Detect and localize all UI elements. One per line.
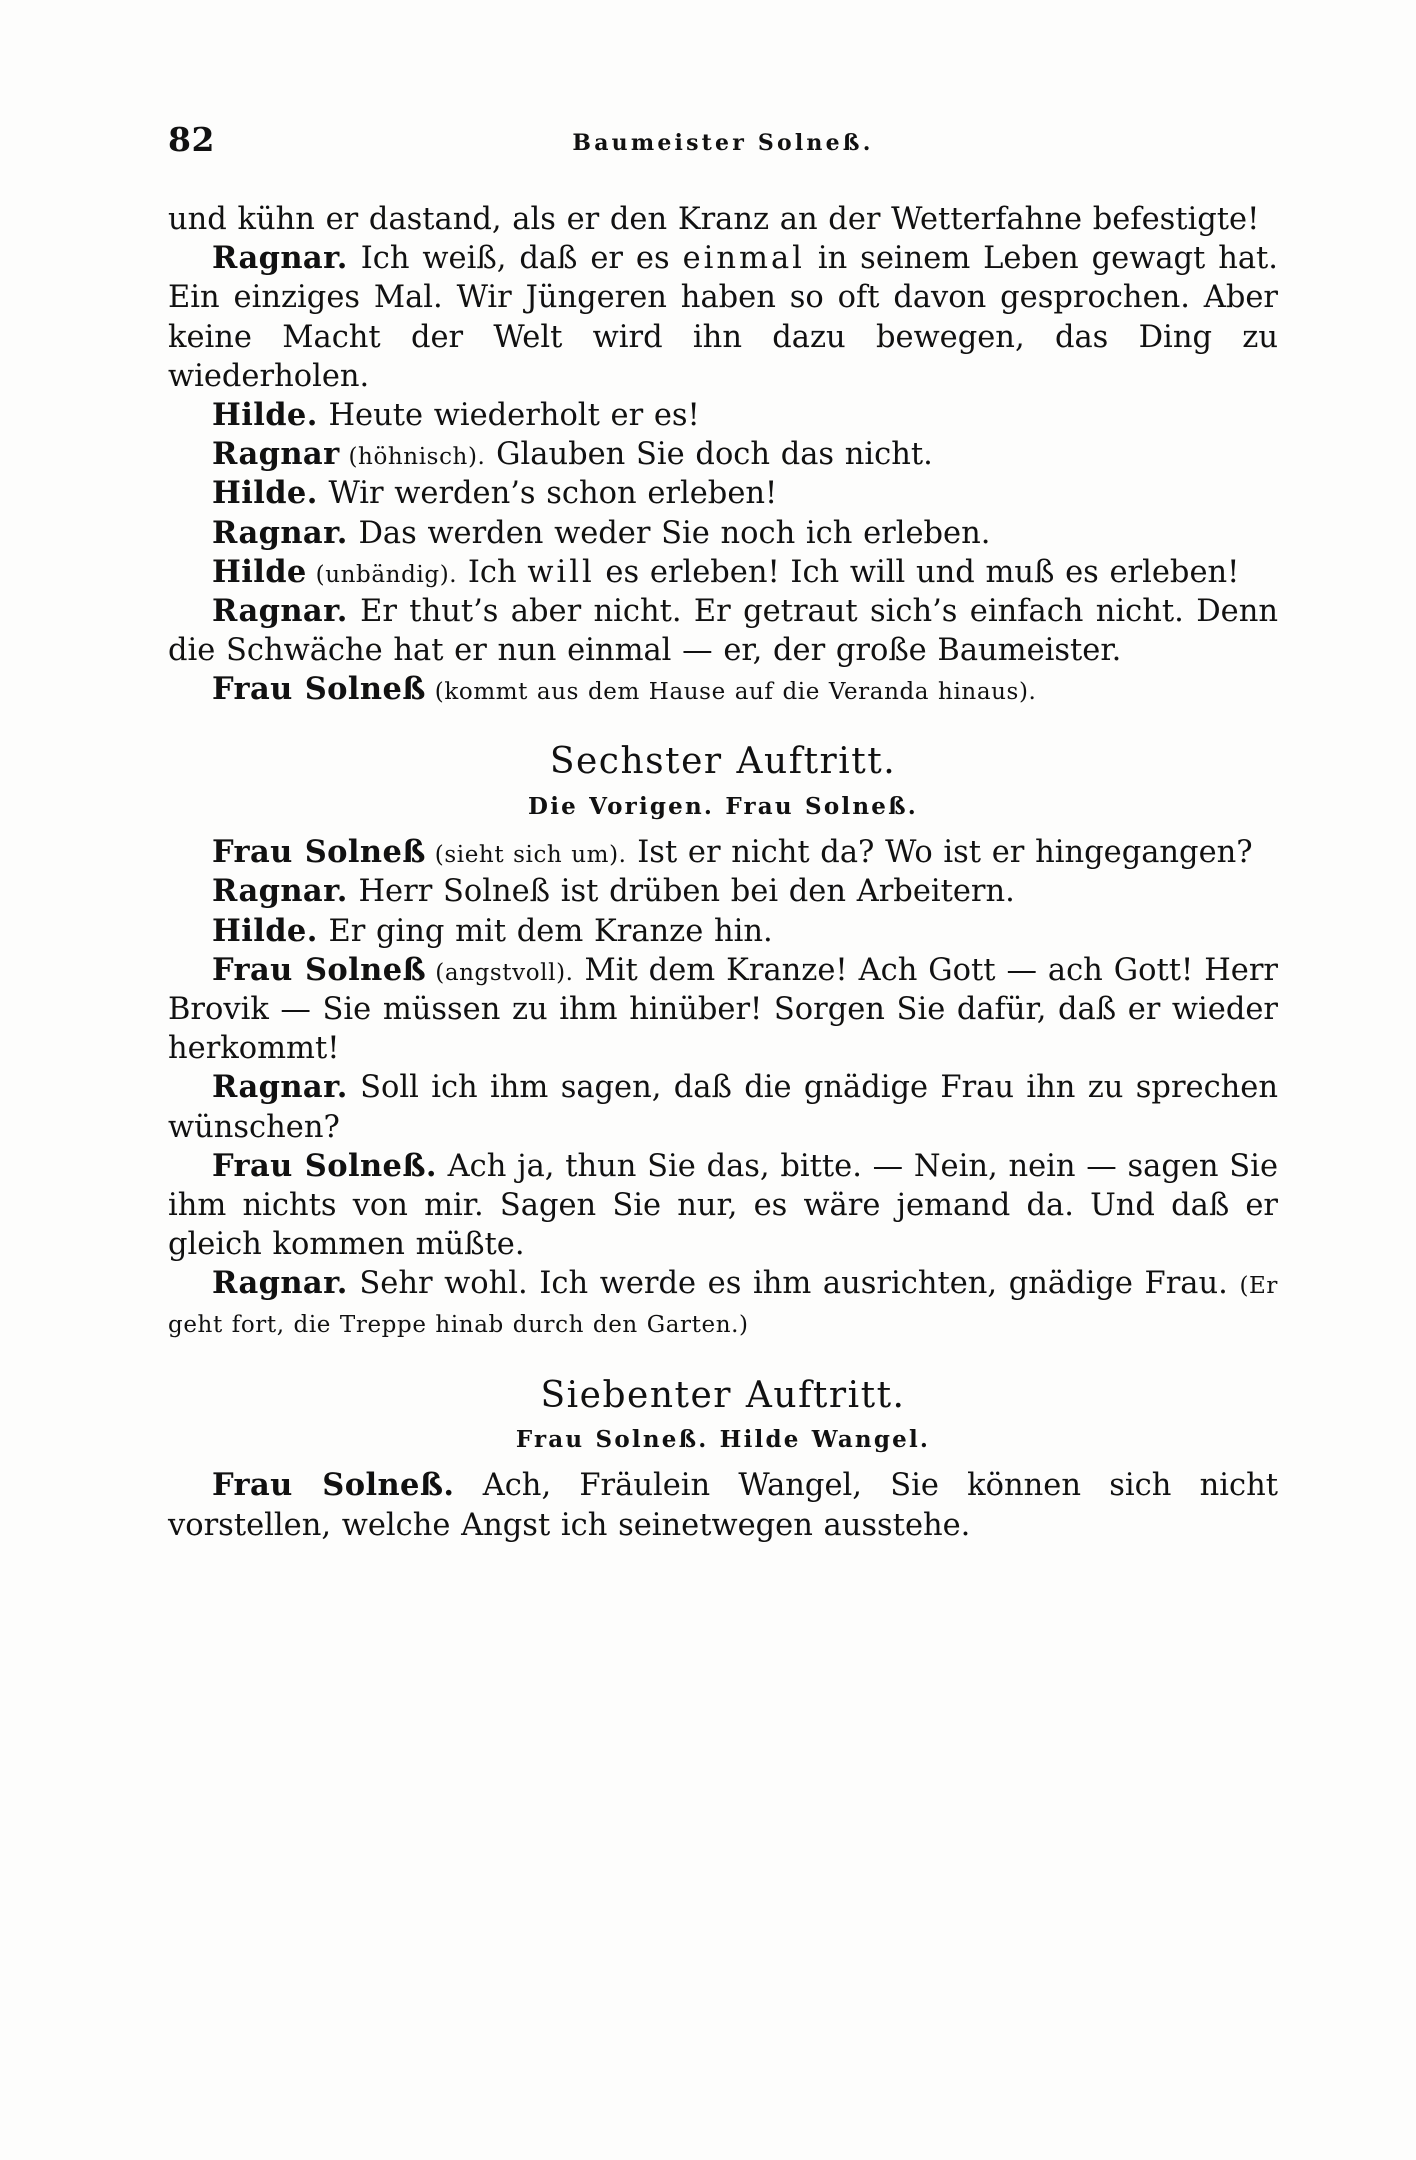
dialogue-paragraph [168, 514, 1278, 553]
dialogue-text: Herr Solneß ist drüben bei den Arbeitern. [347, 874, 1015, 910]
dialogue-paragraph [168, 396, 1278, 435]
scene-title: Siebenter Auftritt. [540, 1374, 906, 1416]
dialogue-text: Wir werden’s schon erleben! [317, 476, 778, 512]
dialogue-paragraph [168, 553, 1278, 592]
dialogue-paragraph [168, 239, 1278, 396]
dialogue-text: Ist er nicht da? Wo ist er hingegangen? [626, 835, 1253, 871]
speaker-name: Ragnar. [212, 514, 348, 551]
dialogue-text: Glauben Sie doch das nicht. [485, 437, 933, 473]
dialogue-text: Er thut’s aber nicht. Er getraut sich’s einfach nicht. Denn die Schwäche hat er nun einmal — er, der große Baumeister. [168, 593, 1278, 669]
dialogue-paragraph [168, 435, 1278, 474]
speaker-name: Ragnar. [212, 592, 348, 629]
scene-persons: Die Vorigen. Frau Solneß. [528, 792, 918, 820]
stage-direction: (sieht sich um). [425, 842, 627, 869]
stage-direction: (kommt aus dem Hause auf die Veranda hinaus). [425, 679, 1037, 706]
dialogue-text: in seinem Leben gewagt hat. Ein einziges Mal. Wir Jüngeren haben so oft davon gesprochen. Aber keine Macht der Welt wird ihn dazu bewegen, das Ding zu wiederholen. [168, 241, 1279, 394]
speaker-name: Ragnar. [212, 240, 348, 277]
dialogue-paragraph [168, 912, 1278, 951]
dialogue-paragraph [168, 1068, 1278, 1146]
dialogue-paragraph [168, 592, 1278, 670]
stage-direction: (unbändig). [306, 561, 458, 588]
dialogue-text: Er ging mit dem Kranze hin. [317, 913, 773, 949]
body-text [168, 200, 1278, 1545]
dialogue-paragraph [168, 200, 1278, 239]
dialogue-text: Ich [457, 554, 528, 590]
dialogue-text: Heute wiederholt er es! [317, 397, 700, 433]
speaker-name: Frau Solneß. [212, 1467, 455, 1504]
scene-heading [168, 1373, 1278, 1419]
dialogue-text: und kühn er dastand, als er den Kranz an der Wetterfahne befestigte! [168, 202, 1260, 237]
dialogue-paragraph [168, 872, 1278, 911]
speaker-name: Hilde. [212, 475, 318, 512]
dialogue-paragraph [168, 833, 1278, 872]
speaker-name: Hilde [212, 553, 307, 590]
dialogue-paragraph [168, 1466, 1278, 1544]
dialogue-text: Sehr wohl. Ich werde es ihm ausrichten, gnädige Frau. [347, 1266, 1240, 1302]
scene-heading [168, 739, 1278, 785]
dialogue-text: Ach ja, thun Sie das, bitte. — Nein, nein — sagen Sie ihm nichts von mir. Sagen Sie nur, es wäre jemand da. Und daß er gleich kommen müßte. [168, 1148, 1278, 1263]
dialogue-paragraph [168, 670, 1278, 709]
dialogue-text: Mit dem Kranze! Ach Gott — ach Gott! Herr Brovik — Sie müssen zu ihm hinüber! Sorgen Sie dafür, daß er wieder herkommt! [168, 952, 1279, 1067]
stage-direction: (angstvoll). [426, 959, 574, 986]
dialogue-paragraph [168, 951, 1278, 1069]
emphasis-text: will [527, 554, 595, 590]
speaker-name: Frau Solneß [212, 834, 426, 871]
dialogue-paragraph [168, 1147, 1278, 1265]
page-content [168, 120, 1278, 1545]
dialogue-text: Das werden weder Sie noch ich erleben. [347, 515, 991, 551]
scene-title: Sechster Auftritt. [549, 741, 897, 783]
speaker-name: Frau Solneß [212, 671, 426, 708]
stage-direction: (höhnisch). [339, 444, 486, 471]
speaker-name: Hilde. [212, 912, 318, 949]
speaker-name: Ragnar. [212, 1265, 348, 1302]
stage-direction: (Er geht fort, die Treppe hinab durch den Garten.) [168, 1273, 1278, 1339]
emphasis-text: einmal [682, 241, 805, 277]
speaker-name: Hilde. [212, 396, 318, 433]
dialogue-paragraph [168, 1264, 1278, 1342]
speaker-name: Frau Solneß. [212, 1147, 437, 1184]
dialogue-paragraph [168, 474, 1278, 513]
dialogue-text: Soll ich ihm sagen, daß die gnädige Frau ihn zu sprechen wünschen? [168, 1070, 1278, 1145]
dialogue-text: Ich weiß, daß er es [347, 241, 683, 277]
page-number: 82 [168, 120, 215, 159]
speaker-name: Ragnar. [212, 873, 348, 910]
speaker-name: Frau Solneß [212, 951, 427, 988]
dialogue-text: es erleben! Ich will und muß es erleben! [594, 554, 1240, 590]
speaker-name: Ragnar. [212, 1069, 348, 1106]
scene-persons: Frau Solneß. Hilde Wangel. [515, 1425, 931, 1453]
dialogue-text: Ach, Fräulein Wangel, Sie können sich nicht vorstellen, welche Angst ich seinetwegen ausstehe. [168, 1468, 1279, 1543]
page-header [168, 120, 1278, 178]
speaker-name: Ragnar [212, 436, 340, 473]
running-title: Baumeister Solneß. [572, 130, 874, 156]
